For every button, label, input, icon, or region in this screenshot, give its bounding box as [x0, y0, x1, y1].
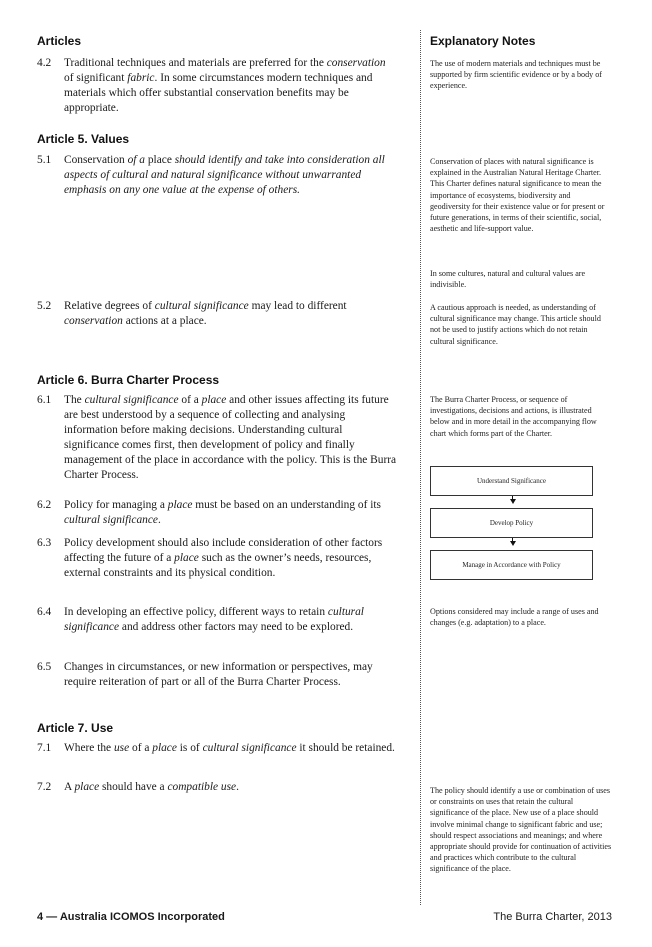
defined-term: use — [113, 742, 130, 754]
article-number: 4.2 — [37, 57, 52, 69]
column-divider — [420, 30, 421, 905]
note-6-1: The Burra Charter Process, or sequence of investigations, decisions and actions, is illustrated below and in more detail in the accompanying flow chart which forms part of the Charter. — [430, 395, 597, 438]
down-arrow-icon — [510, 541, 516, 546]
article-text: Traditional techniques and materials are preferred for the conservation of significant fabric. In some circumstances modern techniques and materials which offer substantial conservation benefits may be appropriate. — [64, 57, 386, 114]
article-text: Conservation of a place should identify and take into consideration all aspects of cultural and natural significance without unwarranted emphasis on any one value at the expense of others. — [64, 154, 385, 196]
defined-term: cultural significance — [64, 606, 364, 633]
article-text: Relative degrees of cultural significance may lead to different conservation actions at a place. — [64, 300, 347, 327]
articles-heading: Articles — [37, 34, 82, 48]
article-number: 7.2 — [37, 781, 52, 793]
article-5-2 — [37, 299, 397, 329]
defined-term: fabric — [127, 72, 155, 84]
article-text: The cultural significance of a place and other issues affecting its future are best understood by a sequence of collecting and analysing information before making decisions. Understanding cultural significance comes first, then development of policy and finally management of the place in accordance with the policy. This is the Burra Charter Process. — [64, 394, 397, 481]
footer-right: The Burra Charter, 2013 — [493, 911, 612, 923]
defined-term: should identify and take into consideration all aspects of cultural and natural significance without unwarranted emphasis on any one value at the expense of others. — [64, 154, 385, 196]
note-6-4: Options considered may include a range of uses and changes (e.g. adaptation) to a place. — [430, 607, 599, 628]
article-4-2 — [37, 56, 397, 116]
article-number: 6.2 — [37, 499, 52, 511]
article-number: 6.5 — [37, 661, 52, 673]
article-number: 5.2 — [37, 300, 52, 312]
defined-term: place — [174, 552, 199, 564]
note-5-1a: Conservation of places with natural significance is explained in the Australian Natural Heritage Charter. This Charter defines natural significance to mean the importance of ecosystems, biodiversity and geodiversity for their existence value or for present or future generations, in terms of their scientific, social, aesthetic and life-support value. — [430, 157, 605, 234]
note-5-2: A cautious approach is needed, as understanding of cultural significance may change. This article should not be used to justify actions which do not retain cultural significance. — [430, 303, 601, 346]
article-5-1 — [37, 153, 397, 198]
defined-term: cultural significance — [154, 300, 249, 312]
defined-term: place — [152, 742, 177, 754]
defined-term: of a — [124, 154, 148, 166]
defined-term: cultural significance — [84, 394, 179, 406]
article-7-1 — [37, 741, 397, 756]
article-number: 5.1 — [37, 154, 52, 166]
defined-term: cultural significance — [64, 514, 158, 526]
article-number: 6.4 — [37, 606, 52, 618]
defined-term: conservation — [326, 57, 386, 69]
article-6-heading: Article 6. Burra Charter Process — [37, 373, 220, 387]
defined-term: place — [167, 499, 193, 511]
down-arrow-icon — [510, 499, 516, 504]
defined-term: place — [74, 781, 100, 793]
article-6-3 — [37, 536, 397, 581]
defined-term: compatible use — [167, 781, 237, 793]
article-text: A place should have a compatible use. — [64, 781, 239, 793]
article-text: Where the use of a place is of cultural significance it should be retained. — [64, 742, 395, 754]
defined-term: cultural significance — [202, 742, 297, 754]
explanatory-notes-heading: Explanatory Notes — [430, 34, 536, 48]
note-4-2: The use of modern materials and techniques must be supported by firm scientific evidence or by a body of experience. — [430, 59, 602, 91]
flow-box-manage-in-accordance: Manage in Accordance with Policy — [430, 550, 593, 580]
flow-box-develop-policy: Develop Policy — [430, 508, 593, 538]
article-number: 6.1 — [37, 394, 52, 406]
article-text: Policy development should also include consideration of other factors affecting the future of a place such as the owner’s needs, resources, external constraints and its physical condition. — [64, 537, 383, 579]
flow-box-understand-significance: Understand Significance — [430, 466, 593, 496]
defined-term: conservation — [64, 315, 123, 327]
article-6-4 — [37, 605, 397, 635]
article-text: Policy for managing a place must be based on an understanding of its cultural significance. — [64, 499, 381, 526]
footer-left: 4 — Australia ICOMOS Incorporated — [37, 911, 225, 923]
note-7-2: The policy should identify a use or combination of uses or constraints on uses that retain the cultural significance of the place. New use of a place should involve minimal change to significant fabric and use; should respect associations and meanings; and where appropriate should provide for continuation of activities and practices which contribute to the cultural significance of the place. — [430, 786, 612, 874]
article-number: 6.3 — [37, 537, 52, 549]
article-7-2 — [37, 780, 397, 795]
burra-charter-process-flow — [430, 466, 593, 584]
note-5-1b: In some cultures, natural and cultural values are indivisible. — [430, 269, 586, 290]
article-7-heading: Article 7. Use — [37, 721, 114, 735]
article-number: 7.1 — [37, 742, 52, 754]
article-6-1 — [37, 393, 397, 483]
article-6-5 — [37, 660, 397, 690]
article-6-2 — [37, 498, 397, 528]
article-text: In developing an effective policy, different ways to retain cultural significance and address other factors may need to be explored. — [64, 606, 364, 633]
article-5-heading: Article 5. Values — [37, 132, 130, 146]
article-text: Changes in circumstances, or new information or perspectives, may require reiteration of part or all of the Burra Charter Process. — [64, 661, 373, 688]
defined-term: place — [201, 394, 227, 406]
